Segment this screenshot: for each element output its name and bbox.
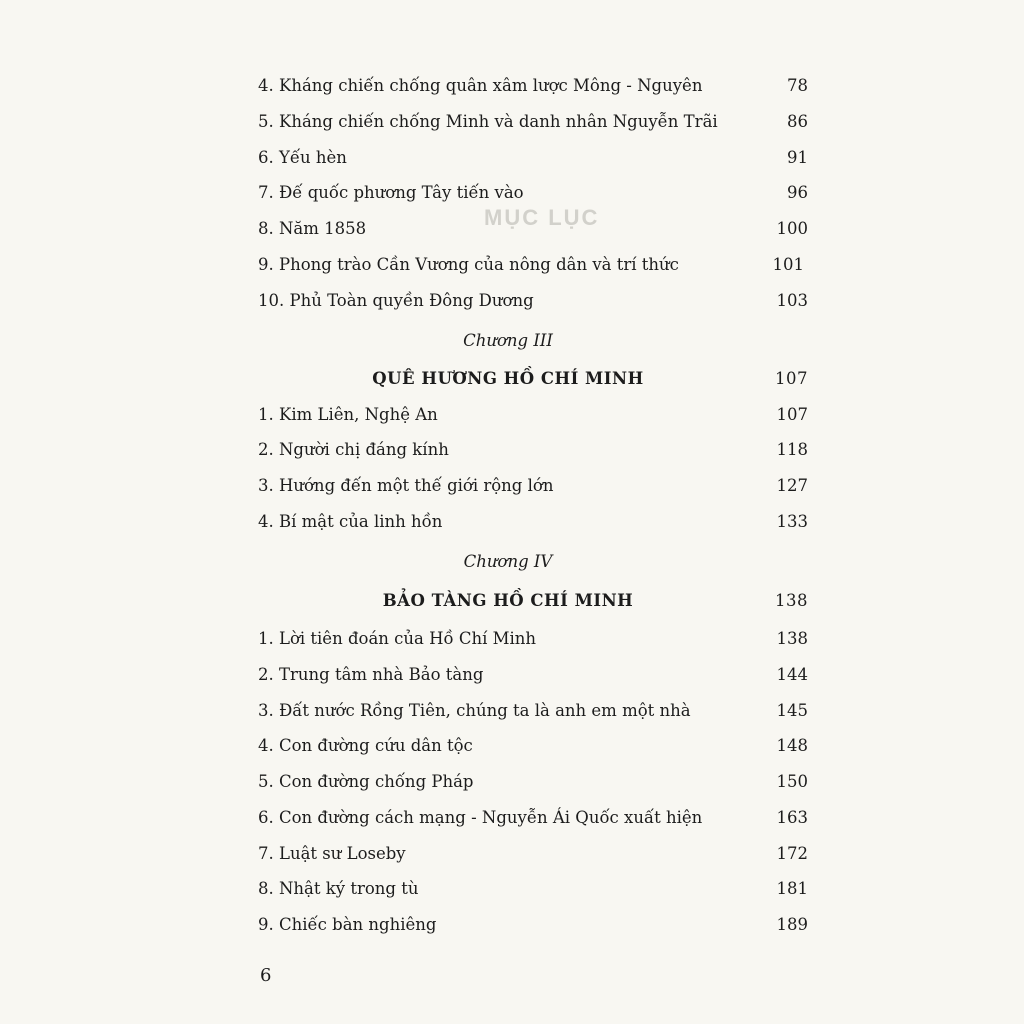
toc-entry-page: 163 — [776, 808, 808, 827]
toc-row — [258, 252, 808, 278]
toc-entry-page: 138 — [776, 629, 808, 648]
toc-entry-title: 1. Kim Liên, Nghệ An — [258, 405, 438, 424]
toc-entry-page: 107 — [776, 405, 808, 424]
toc-entry-page: 133 — [776, 512, 808, 531]
toc-entry-page: 144 — [776, 665, 808, 684]
toc-entry-page: 148 — [776, 736, 808, 755]
toc-row — [258, 402, 808, 428]
chapter-title-page: 107 — [775, 369, 808, 388]
toc-entry-title: 4. Kháng chiến chống quân xâm lược Mông - Nguyên — [258, 76, 703, 95]
toc-entry-title: 6. Yếu hèn — [258, 148, 347, 167]
chapter-label: Chương III — [463, 331, 553, 350]
toc-row — [258, 698, 808, 724]
toc-row — [258, 437, 808, 463]
toc-row — [258, 733, 808, 759]
toc-entry-title: 6. Con đường cách mạng - Nguyễn Ái Quốc xuất hiện — [258, 808, 703, 827]
toc-entry-title: 5. Con đường chống Pháp — [258, 772, 474, 791]
toc-entry-title: 8. Nhật ký trong tù — [258, 879, 419, 898]
chapter-title-text: QUÊ HƯƠNG HỒ CHÍ MINH — [372, 369, 644, 388]
toc-row — [258, 805, 808, 831]
toc-entry-page: 100 — [776, 219, 808, 238]
toc-row — [258, 473, 808, 499]
toc-entry-title: 2. Người chị đáng kính — [258, 440, 449, 459]
toc-row — [258, 876, 808, 902]
toc-entry-title: 3. Hướng đến một thế giới rộng lớn — [258, 476, 554, 495]
toc-row — [258, 769, 808, 795]
toc-row — [258, 662, 808, 688]
toc-entry-page: 101 — [772, 255, 804, 274]
toc-entry-page: 150 — [776, 772, 808, 791]
chapter-title-text: BẢO TÀNG HỒ CHÍ MINH — [382, 591, 634, 610]
toc-entry-page: 189 — [776, 915, 808, 934]
toc-entry-title: 7. Đế quốc phương Tây tiến vào — [258, 183, 524, 202]
toc-entry-title: 1. Lời tiên đoán của Hồ Chí Minh — [258, 629, 537, 648]
toc-row — [258, 626, 808, 652]
toc-row — [258, 841, 808, 867]
toc-row — [258, 109, 808, 135]
toc-entry-title: 10. Phủ Toàn quyền Đông Dương — [258, 291, 534, 310]
chapter-title — [258, 366, 808, 392]
toc-entry-title: 7. Luật sư Loseby — [258, 844, 406, 863]
toc-entry-title: 4. Bí mật của linh hồn — [258, 512, 443, 531]
toc-entry-page: 172 — [776, 844, 808, 863]
chapter-title-page: 138 — [775, 591, 808, 610]
toc-row — [258, 216, 808, 242]
toc-row — [258, 145, 808, 171]
toc-entry-title: 4. Con đường cứu dân tộc — [258, 736, 473, 755]
toc-entry-page: 86 — [787, 112, 808, 131]
toc-entry-title: 9. Phong trào Cần Vương của nông dân và trí thức — [258, 255, 679, 274]
toc-entry-page: 78 — [787, 76, 808, 95]
show-through-heading: MỤC LỤC — [484, 205, 600, 230]
toc-entry-page: 145 — [776, 701, 808, 720]
chapter-title — [258, 588, 808, 614]
toc-entry-page: 127 — [776, 476, 808, 495]
toc-entry-title: 3. Đất nước Rồng Tiên, chúng ta là anh em một nhà — [258, 701, 691, 720]
toc-entry-title: 5. Kháng chiến chống Minh và danh nhân Nguyễn Trãi — [258, 112, 718, 131]
toc-row — [258, 288, 808, 314]
toc-row — [258, 509, 808, 535]
toc-entry-page: 91 — [787, 148, 808, 167]
toc-entry-title: 2. Trung tâm nhà Bảo tàng — [258, 665, 484, 684]
toc-entry-title: 9. Chiếc bàn nghiêng — [258, 915, 437, 934]
toc-entry-page: 181 — [776, 879, 808, 898]
toc-row — [258, 73, 808, 99]
page-number: 6 — [260, 965, 272, 986]
toc-row — [258, 912, 808, 938]
toc-entry-title: 8. Năm 1858 — [258, 219, 367, 238]
toc-entry-page: 118 — [776, 440, 808, 459]
toc-row — [258, 180, 808, 206]
toc-entry-page: 103 — [776, 291, 808, 310]
toc-entry-page: 96 — [787, 183, 808, 202]
chapter-label: Chương IV — [463, 552, 553, 571]
